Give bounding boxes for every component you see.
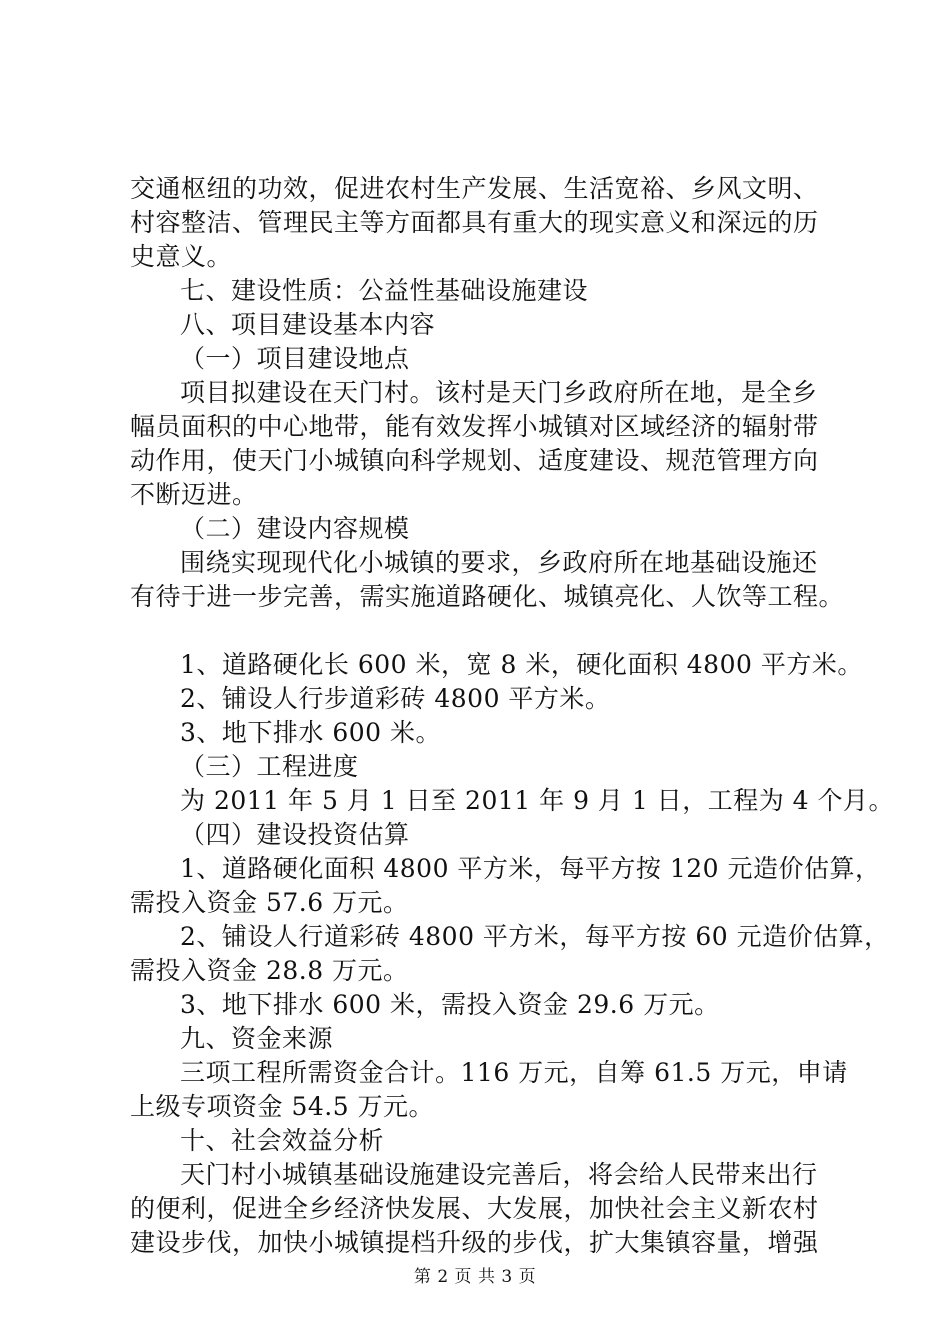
text-line: （三）工程进度	[180, 752, 359, 781]
page-footer: 第 2 页 共 3 页	[413, 1267, 537, 1287]
text-line: 村容整洁、管理民主等方面都具有重大的现实意义和深远的历	[130, 208, 819, 237]
text-line: 需投入资金 57.6 万元。	[130, 888, 409, 917]
text-line: 七、建设性质：公益性基础设施建设	[180, 276, 589, 305]
text-line: 不断迈进。	[130, 480, 258, 509]
text-line: 天门村小城镇基础设施建设完善后，将会给人民带来出行	[180, 1160, 818, 1189]
text-line: 1、道路硬化长 600 米，宽 8 米，硬化面积 4800 平方米。	[180, 650, 863, 679]
text-line: 三项工程所需资金合计。116 万元，自筹 61.5 万元，申请	[180, 1058, 848, 1087]
text-line: （四）建设投资估算	[180, 820, 410, 849]
text-line: 需投入资金 28.8 万元。	[130, 956, 409, 985]
document-body	[130, 172, 895, 1260]
text-line: 建设步伐，加快小城镇提档升级的步伐，扩大集镇容量，增强	[130, 1228, 819, 1257]
text-line: 幅员面积的中心地带，能有效发挥小城镇对区域经济的辐射带	[130, 412, 819, 441]
text-line: 上级专项资金 54.5 万元。	[130, 1092, 435, 1121]
text-line: 为 2011 年 5 月 1 日至 2011 年 9 月 1 日，工程为 4 个月。	[180, 786, 895, 815]
text-line: 史意义。	[130, 242, 233, 271]
text-line: 九、资金来源	[180, 1024, 334, 1053]
text-line: 1、道路硬化面积 4800 平方米，每平方按 120 元造价估算，	[180, 854, 881, 883]
text-line: 2、铺设人行步道彩砖 4800 平方米。	[180, 684, 611, 713]
text-line: 3、地下排水 600 米。	[180, 718, 442, 747]
text-line: （二）建设内容规模	[180, 514, 410, 543]
text-line: 2、铺设人行道彩砖 4800 平方米，每平方按 60 元造价估算，	[180, 922, 890, 951]
text-line: 有待于进一步完善，需实施道路硬化、城镇亮化、人饮等工程。	[130, 582, 845, 611]
text-line: 交通枢纽的功效，促进农村生产发展、生活宽裕、乡风文明、	[130, 174, 819, 203]
text-line: 项目拟建设在天门村。该村是天门乡政府所在地，是全乡	[180, 378, 818, 407]
text-line: 八、项目建设基本内容	[180, 310, 436, 339]
text-line: 十、社会效益分析	[180, 1126, 385, 1155]
text-line: 动作用，使天门小城镇向科学规划、适度建设、规范管理方向	[130, 446, 819, 475]
text-line: 围绕实现现代化小城镇的要求，乡政府所在地基础设施还	[180, 548, 818, 577]
text-line: 的便利，促进全乡经济快发展、大发展，加快社会主义新农村	[130, 1194, 819, 1223]
text-line: （一）项目建设地点	[180, 344, 410, 373]
blank-line	[130, 614, 850, 648]
text-line: 3、地下排水 600 米，需投入资金 29.6 万元。	[180, 990, 720, 1019]
